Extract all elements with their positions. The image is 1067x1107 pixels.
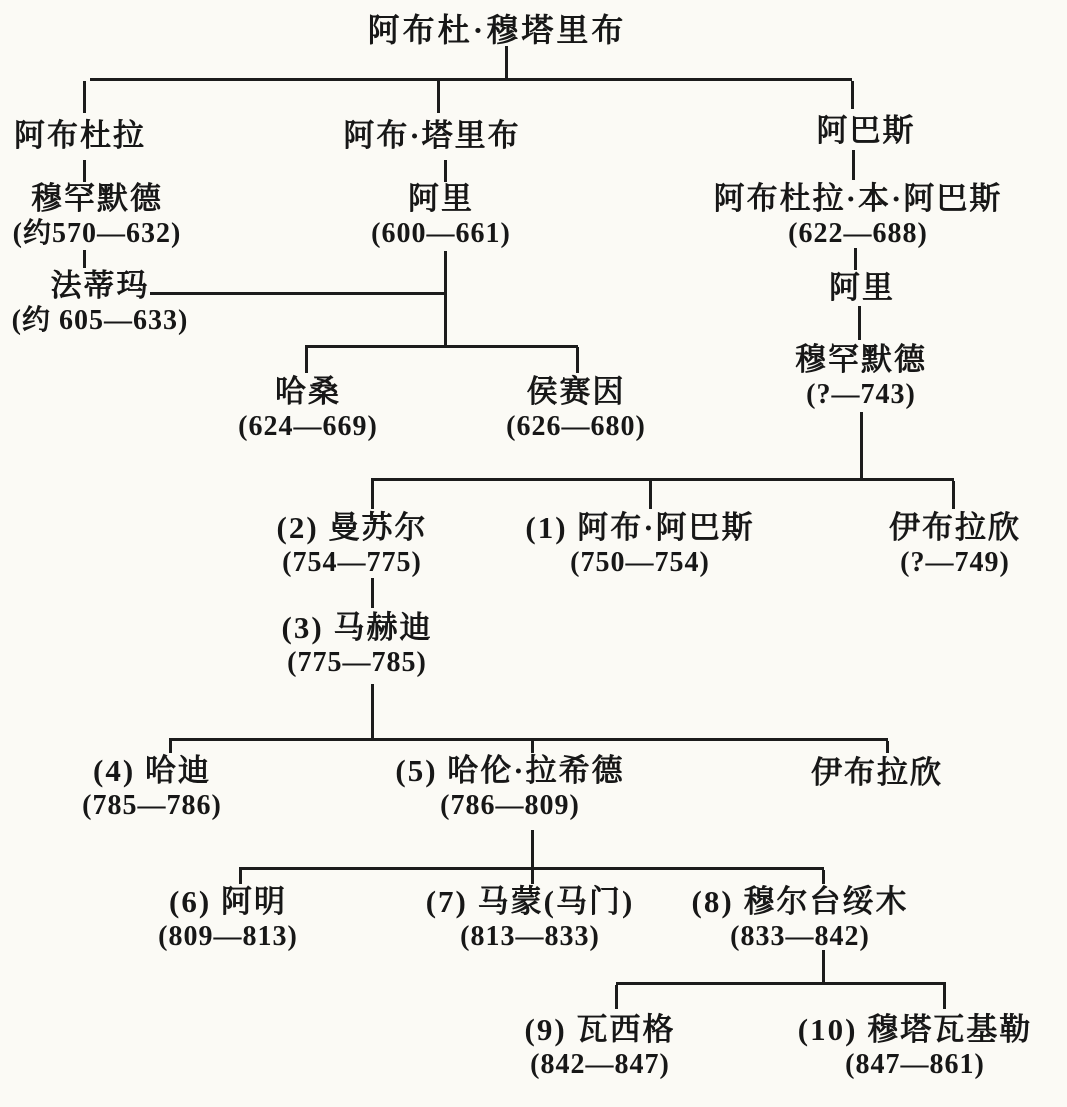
node-muhammad-ibn-ali (795, 342, 927, 411)
node-hasan (238, 374, 378, 443)
connector-line (854, 248, 857, 270)
connector-line (90, 78, 852, 81)
person-name: 阿布·塔里布 (343, 118, 521, 153)
connector-line (371, 478, 954, 481)
node-husayn (506, 374, 646, 443)
person-dates: (?—743) (806, 379, 916, 410)
node-abdullah-ibn-abbas (714, 181, 1003, 250)
person-dates: (754—775) (282, 547, 422, 578)
connector-line (371, 578, 374, 608)
connector-line (615, 985, 618, 1009)
person-dates: (622—688) (788, 218, 928, 249)
node-hadi (82, 753, 222, 822)
connector-line (371, 481, 374, 509)
node-mahdi (282, 610, 433, 679)
person-name: (6) 阿明 (169, 884, 287, 919)
person-name: 阿里 (408, 181, 474, 216)
node-mamun (426, 884, 635, 953)
node-mansur (277, 510, 428, 579)
person-name: 穆罕默德 (31, 181, 163, 216)
connector-line (83, 250, 86, 268)
node-abbas (817, 113, 916, 149)
connector-line (943, 985, 946, 1009)
person-dates: (600—661) (371, 218, 511, 249)
connector-line (83, 160, 86, 182)
connector-line (239, 870, 242, 884)
connector-line (851, 81, 854, 109)
connector-line (852, 150, 855, 180)
connector-line (169, 738, 888, 741)
connector-line (649, 481, 652, 509)
person-dates: (842—847) (530, 1049, 670, 1080)
person-name: 阿里 (829, 270, 895, 305)
node-muhammad-prophet (13, 181, 182, 250)
node-ibrahim-1 (889, 510, 1021, 579)
node-ibrahim-2 (811, 755, 943, 791)
person-name: (2) 曼苏尔 (276, 510, 428, 545)
person-name: 法蒂玛 (50, 268, 150, 303)
connector-line (371, 684, 374, 738)
person-name: 伊布拉欣 (811, 755, 943, 790)
connector-line (531, 830, 534, 867)
node-abd-al-muttalib (368, 12, 627, 48)
node-amin (158, 884, 298, 953)
person-dates: (约570—632) (12, 218, 182, 249)
person-dates: (约 605—633) (11, 305, 189, 336)
connector-line (822, 950, 825, 982)
person-name: (10) 穆塔瓦基勒 (797, 1012, 1033, 1047)
connector-line (505, 46, 508, 78)
connector-line (616, 982, 946, 985)
connector-line (531, 870, 534, 884)
person-name: (8) 穆尔台绥木 (691, 884, 909, 919)
connector-line (952, 481, 955, 509)
connector-line (576, 347, 579, 373)
person-dates: (624—669) (238, 411, 378, 442)
connector-line (169, 741, 172, 753)
node-harun-al-rashid (395, 753, 624, 822)
person-dates: (833—842) (730, 921, 870, 952)
person-name: (9) 瓦西格 (524, 1012, 676, 1047)
person-name: (7) 马蒙(马门) (425, 884, 635, 919)
connector-line (822, 870, 825, 884)
connector-line (437, 81, 440, 113)
person-name: (3) 马赫迪 (281, 610, 433, 645)
person-dates: (750—754) (570, 547, 710, 578)
person-dates: (786—809) (440, 790, 580, 821)
person-name: 阿布杜拉·本·阿巴斯 (713, 181, 1003, 216)
person-dates: (775—785) (287, 647, 427, 678)
node-abu-al-abbas (525, 510, 754, 579)
connector-line (83, 81, 86, 113)
connector-line (860, 412, 863, 478)
person-dates: (626—680) (506, 411, 646, 442)
connector-line (886, 741, 889, 753)
person-name: (4) 哈迪 (93, 753, 211, 788)
node-mutawakkil (798, 1012, 1032, 1081)
person-name: (5) 哈伦·拉希德 (395, 753, 625, 788)
person-name: 穆罕默德 (795, 342, 927, 377)
node-fatima (12, 268, 189, 337)
connector-line (858, 306, 861, 340)
connector-line (444, 160, 447, 182)
person-name: (1) 阿布·阿巴斯 (525, 510, 755, 545)
person-dates: (?—749) (900, 547, 1010, 578)
person-name: 哈桑 (275, 374, 341, 409)
person-dates: (809—813) (158, 921, 298, 952)
person-name: 伊布拉欣 (889, 510, 1021, 545)
connector-line (305, 345, 578, 348)
connector-line (305, 347, 308, 373)
node-abdullah (14, 118, 146, 154)
node-wathiq (525, 1012, 676, 1081)
person-dates: (847—861) (845, 1049, 985, 1080)
node-mutasim (692, 884, 909, 953)
person-name: 阿布杜拉 (14, 118, 146, 153)
person-name: 侯赛因 (526, 374, 626, 409)
connector-line (531, 741, 534, 753)
node-ali-ibn-abdullah (829, 270, 895, 306)
node-abu-talib (343, 118, 520, 154)
person-name: 阿布杜·穆塔里布 (367, 12, 627, 48)
connector-line (444, 251, 447, 346)
person-name: 阿巴斯 (816, 113, 916, 148)
person-dates: (813—833) (460, 921, 600, 952)
connector-line-marriage (150, 292, 444, 295)
node-ali (371, 181, 511, 250)
person-dates: (785—786) (82, 790, 222, 821)
